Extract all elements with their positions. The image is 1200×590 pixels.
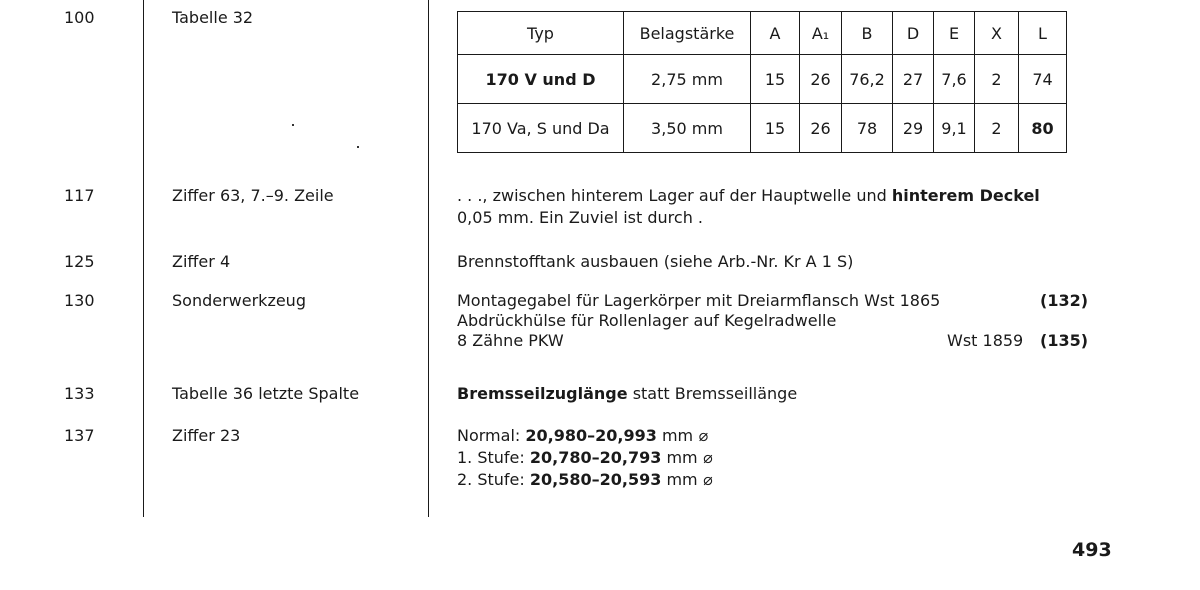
column-divider-left: [143, 0, 144, 517]
table-cell: 26: [800, 104, 842, 153]
table-cell: 78: [842, 104, 893, 153]
table-header-cell: X: [975, 12, 1019, 55]
table-cell: 27: [893, 55, 934, 104]
section-ref-sonderwerkzeug: Sonderwerkzeug: [172, 291, 306, 310]
scan-speck: [292, 124, 294, 126]
correction-133-rest: statt Bremsseillänge: [627, 384, 798, 403]
table-row: [458, 55, 1067, 104]
diameter-icon: ⌀: [698, 426, 708, 445]
page-ref-100: 100: [64, 8, 95, 27]
table-cell: 2: [975, 104, 1019, 153]
tool-ref-135: (135): [1040, 331, 1089, 350]
scan-speck: [357, 146, 359, 148]
page-number: 493: [1072, 539, 1112, 561]
correction-117-line2: 0,05 mm. Ein Zuviel ist durch .: [457, 208, 703, 227]
column-divider-right: [428, 0, 429, 517]
page-ref-125: 125: [64, 252, 95, 271]
table-cell: 2: [975, 55, 1019, 104]
tolerance-stufe-1: 1. Stufe: 20,780–20,793 mm ⌀: [457, 448, 713, 467]
table-cell: 80: [1019, 104, 1067, 153]
diameter-icon: ⌀: [702, 448, 713, 467]
table-header-cell: Typ: [458, 12, 624, 55]
table-header-cell: B: [842, 12, 893, 55]
tool-ref-132: (132): [1040, 291, 1089, 310]
table-header-row: [458, 12, 1067, 55]
table-cell: 15: [751, 55, 800, 104]
table-header-cell: A: [751, 12, 800, 55]
page-ref-133: 133: [64, 384, 95, 403]
tool-wst-1859: Wst 1859: [947, 331, 1024, 350]
correction-117-bold: hinterem Deckel: [891, 186, 1040, 205]
correction-117-line1: . . ., zwischen hinterem Lager auf der Hauptwelle und: [457, 186, 892, 205]
table-header-cell: Belagstärke: [624, 12, 751, 55]
table-header-cell: A₁: [800, 12, 842, 55]
brake-lining-table: [457, 11, 1067, 153]
page-ref-117: 117: [64, 186, 95, 205]
section-ref-tabelle-32: Tabelle 32: [172, 8, 254, 27]
correction-133-bold: Bremsseilzuglänge: [457, 384, 628, 403]
table-cell: 29: [893, 104, 934, 153]
correction-133: [457, 384, 797, 404]
page-ref-130: 130: [64, 291, 95, 310]
table-cell: 76,2: [842, 55, 893, 104]
section-ref-ziffer-63: Ziffer 63, 7.–9. Zeile: [172, 186, 334, 205]
table-cell: 3,50 mm: [624, 104, 751, 153]
table-cell: 74: [1019, 55, 1067, 104]
tool-line-3: 8 Zähne PKW: [457, 331, 564, 350]
table-cell: 15: [751, 104, 800, 153]
section-ref-tabelle-36: Tabelle 36 letzte Spalte: [172, 384, 360, 403]
table-cell: 170 Va, S und Da: [458, 104, 624, 153]
tolerance-stufe-2: 2. Stufe: 20,580–20,593 mm ⌀: [457, 470, 713, 489]
section-ref-ziffer-4: Ziffer 4: [172, 252, 231, 271]
table-cell: 9,1: [934, 104, 975, 153]
table-row: [458, 104, 1067, 153]
table-header-cell: E: [934, 12, 975, 55]
table-cell: 7,6: [934, 55, 975, 104]
page-ref-137: 137: [64, 426, 95, 445]
tool-line-2: Abdrückhülse für Rollenlager auf Kegelradwelle: [457, 311, 837, 330]
tolerance-normal: Normal: 20,980–20,993 mm ⌀: [457, 426, 708, 445]
correction-125: Brennstofftank ausbauen (siehe Arb.-Nr. Kr A 1 S): [457, 252, 854, 271]
tool-line-1: Montagegabel für Lagerkörper mit Dreiarmflansch Wst 1865: [457, 291, 941, 310]
table-header-cell: D: [893, 12, 934, 55]
table-header-cell: L: [1019, 12, 1067, 55]
correction-117: [457, 186, 1040, 206]
table-cell: 2,75 mm: [624, 55, 751, 104]
diameter-icon: ⌀: [702, 470, 713, 489]
section-ref-ziffer-23: Ziffer 23: [172, 426, 241, 445]
table-cell: 26: [800, 55, 842, 104]
table-cell: 170 V und D: [458, 55, 624, 104]
